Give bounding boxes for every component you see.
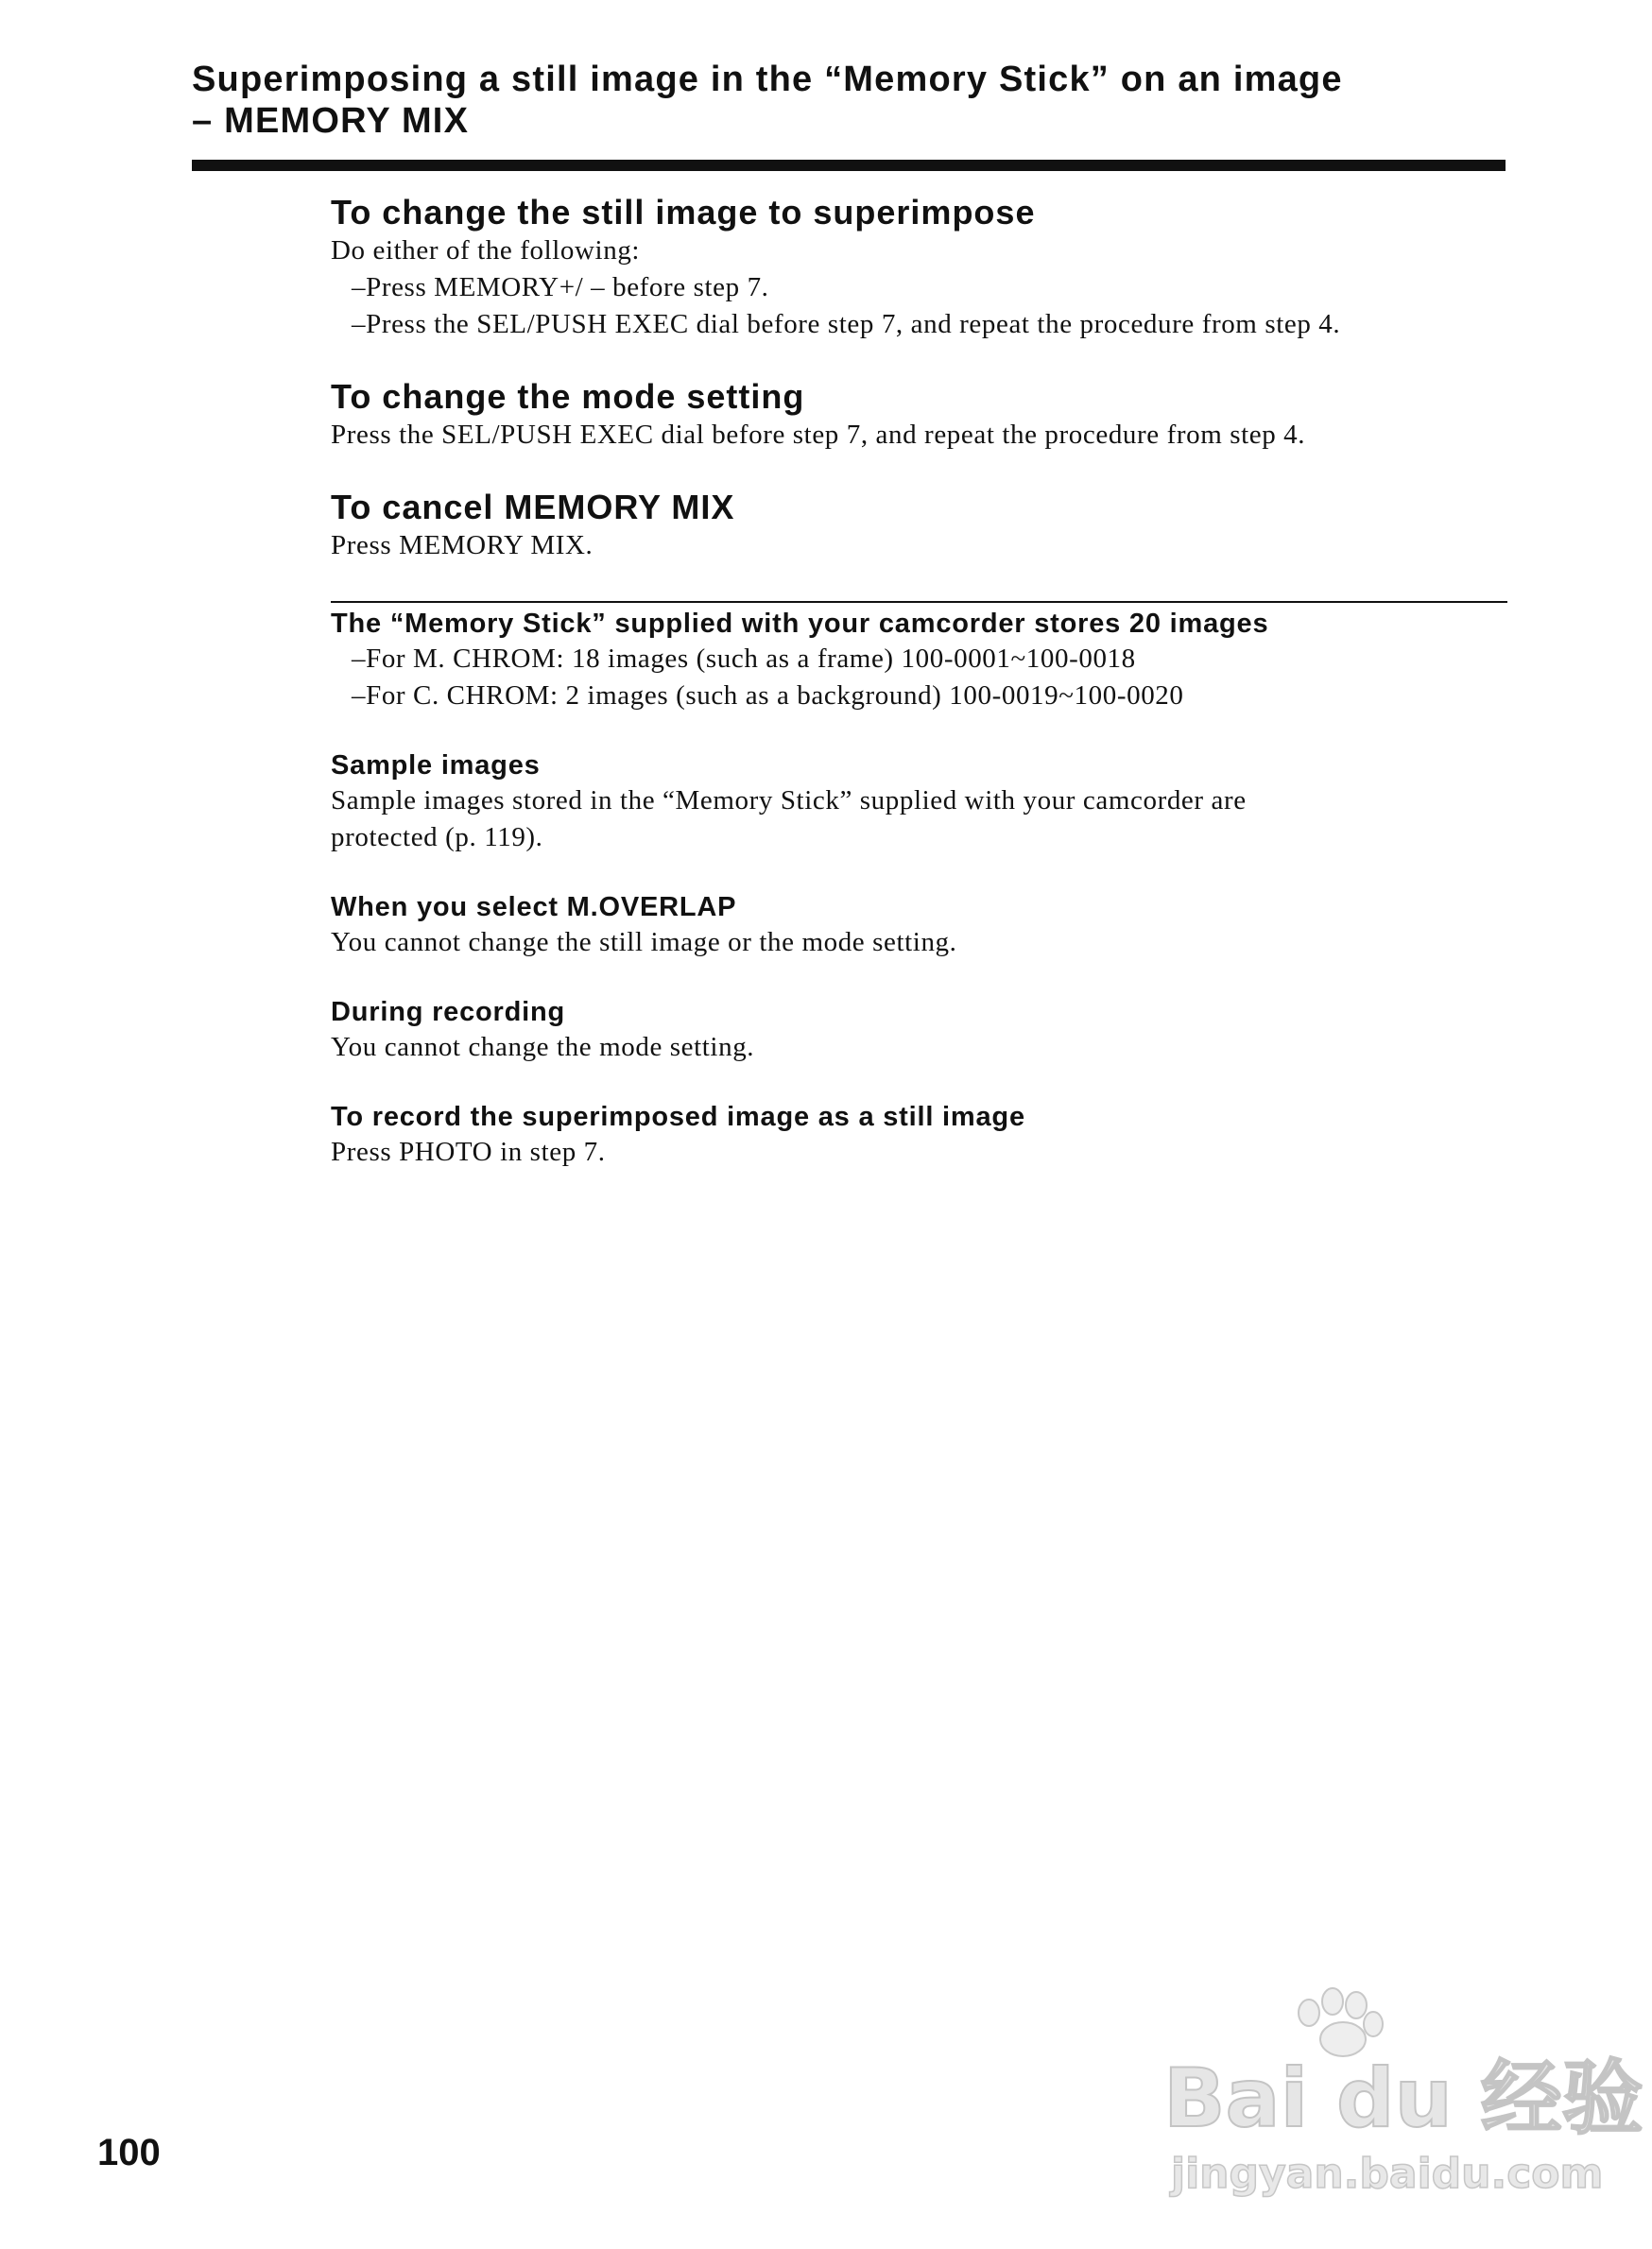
section-heading: To change the still image to superimpose: [331, 193, 1036, 232]
page-number: 100: [97, 2132, 161, 2173]
note-text: Press PHOTO in step 7.: [331, 1137, 606, 1167]
note-during-recording: [331, 995, 1507, 1066]
page-title: [192, 59, 1506, 142]
list-item: –For M. CHROM: 18 images (such as a frame) 100-0001~100-0018: [352, 644, 1136, 674]
page-title-line-1: Superimposing a still image in the “Memory Stick” on an image: [192, 60, 1343, 99]
paw-icon: [1299, 1988, 1383, 2056]
watermark-logo: Bai du 经验: [1163, 2052, 1643, 2146]
section-cancel: [331, 488, 1507, 564]
note-heading: The “Memory Stick” supplied with your camcorder stores 20 images: [331, 609, 1269, 639]
page-title-line-2: – MEMORY MIX: [192, 101, 470, 141]
note-heading: To record the superimposed image as a still image: [331, 1102, 1025, 1132]
list-item: –For C. CHROM: 2 images (such as a background) 100-0019~100-0020: [352, 680, 1184, 711]
section-intro: Do either of the following:: [331, 235, 641, 266]
note-text-line-1: Sample images stored in the “Memory Stick” supplied with your camcorder are: [331, 785, 1247, 815]
baidu-watermark: [1158, 1984, 1643, 2202]
note-heading: During recording: [331, 997, 566, 1027]
main-content: [331, 193, 1507, 1171]
note-heading: When you select M.OVERLAP: [331, 892, 737, 922]
section-change-mode: [331, 377, 1507, 454]
note-text-line-2: protected (p. 119).: [331, 822, 543, 852]
note-text: You cannot change the mode setting.: [331, 1032, 755, 1062]
note-sample-images: [331, 748, 1507, 856]
note-text: You cannot change the still image or the mode setting.: [331, 927, 957, 957]
title-divider: [192, 160, 1506, 171]
section-change-image: [331, 193, 1507, 343]
note-m-overlap: [331, 890, 1507, 961]
section-text: Press MEMORY MIX.: [331, 530, 594, 560]
section-heading: To cancel MEMORY MIX: [331, 488, 735, 526]
note-record-still: [331, 1100, 1507, 1171]
list-item: –Press MEMORY+/ – before step 7.: [352, 272, 769, 302]
section-text: Press the SEL/PUSH EXEC dial before step 7, and repeat the procedure from step 4.: [331, 420, 1306, 450]
list-item: –Press the SEL/PUSH EXEC dial before step 7, and repeat the procedure from step 4.: [352, 309, 1341, 339]
watermark-url: jingyan.baidu.com: [1171, 2150, 1604, 2198]
section-heading: To change the mode setting: [331, 377, 805, 416]
note-heading: Sample images: [331, 750, 541, 781]
note-supplied-images: [331, 607, 1507, 714]
